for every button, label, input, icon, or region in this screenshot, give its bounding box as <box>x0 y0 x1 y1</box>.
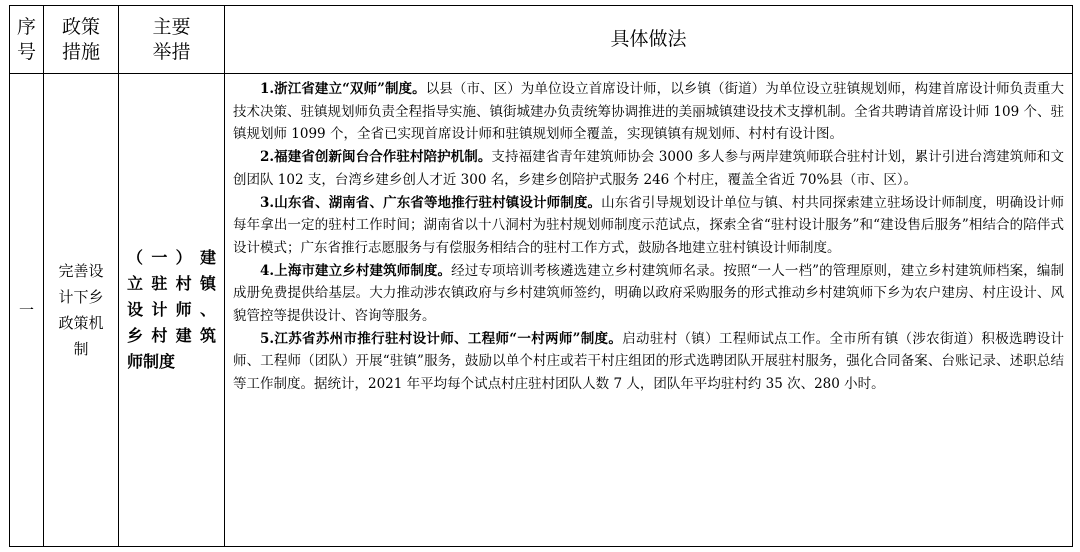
practice-item-4: 4.上海市建立乡村建筑师制度。经过专项培训考核遴选建立乡村建筑师名录。按照“一人一档”的管理原则，建立乡村建筑师档案，编制成册免费提供给基层。大力推动涉农镇政府与乡村建筑师签约，明确以政府采购服务的形式推动乡村建筑师下乡为农户建房、村庄设计、风貌管控等提供设计、咨询等服务。 <box>233 262 1065 325</box>
header-policy: 政策 措施 <box>44 6 119 74</box>
practice-item-1: 1.浙江省建立“双师”制度。以县（市、区）为单位设立首席设计师，以乡镇（街道）为单位设立驻镇规划师，构建首席设计师负责重大技术决策、驻镇规划师负责全程指导实施、镇街城建办负责统筹协调推进的美丽城镇建设技术支撑机制。全省共聘请首席设计师 109 个、驻镇规划师 1099 个，全省已实现首席设计师和驻镇规划师全覆盖，实现镇镇有规划师、村村有设计图。 <box>233 81 1065 143</box>
practice-item-2: 2.福建省创新闽台合作驻村陪护机制。支持福建省青年建筑师协会 3000 多人参与两岸建筑师联合驻村计划，累计引进台湾建筑师和文创团队 102 支，台湾乡建乡创人才近 300 名，乡建乡创陪护式服务 246 个村庄，覆盖全省近 70%县（市、区）。 <box>233 149 1064 188</box>
row-policy: 完善设 计下乡 政策机 制 <box>44 74 119 547</box>
header-measure: 主要 举措 <box>119 6 225 74</box>
header-number: 序 号 <box>10 6 44 74</box>
row-practice <box>225 74 1073 547</box>
practice-item-3: 3.山东省、湖南省、广东省等地推行驻村镇设计师制度。山东省引导规划设计单位与镇、村共同探索建立驻场设计师制度，明确设计师每年拿出一定的驻村工作时间；湖南省以十八洞村为驻村规划师制度示范试点，探索全省“驻村设计服务”和“建设售后服务”相结合的陪伴式设计模式；广东省推行志愿服务与有偿服务相结合的驻村工作方式，鼓励各地建立驻村镇设计师制度。 <box>233 194 1065 256</box>
header-row <box>10 6 1073 74</box>
header-practice: 具体做法 <box>225 6 1073 74</box>
table-row <box>10 74 1073 547</box>
practice-item-5: 5.江苏省苏州市推行驻村设计师、工程师“一村两师”制度。启动驻村（镇）工程师试点工作。全市所有镇（涉农街道）积极选聘设计师、工程师（团队）开展“驻镇”服务，鼓励以单个村庄或若干村庄组团的形式选聘团队开展驻村服务，强化合同备案、台账记录、述职总结等工作制度。据统计，2021 年平均每个试点村庄驻村团队人数 7 人，团队年平均驻村约 35 次、280 小时。 <box>233 330 1065 393</box>
policy-table <box>9 5 1073 547</box>
row-number: 一 <box>10 74 44 547</box>
row-measure: （一）建 立驻村镇 设计师、 乡村建筑 师制度 <box>119 74 225 547</box>
